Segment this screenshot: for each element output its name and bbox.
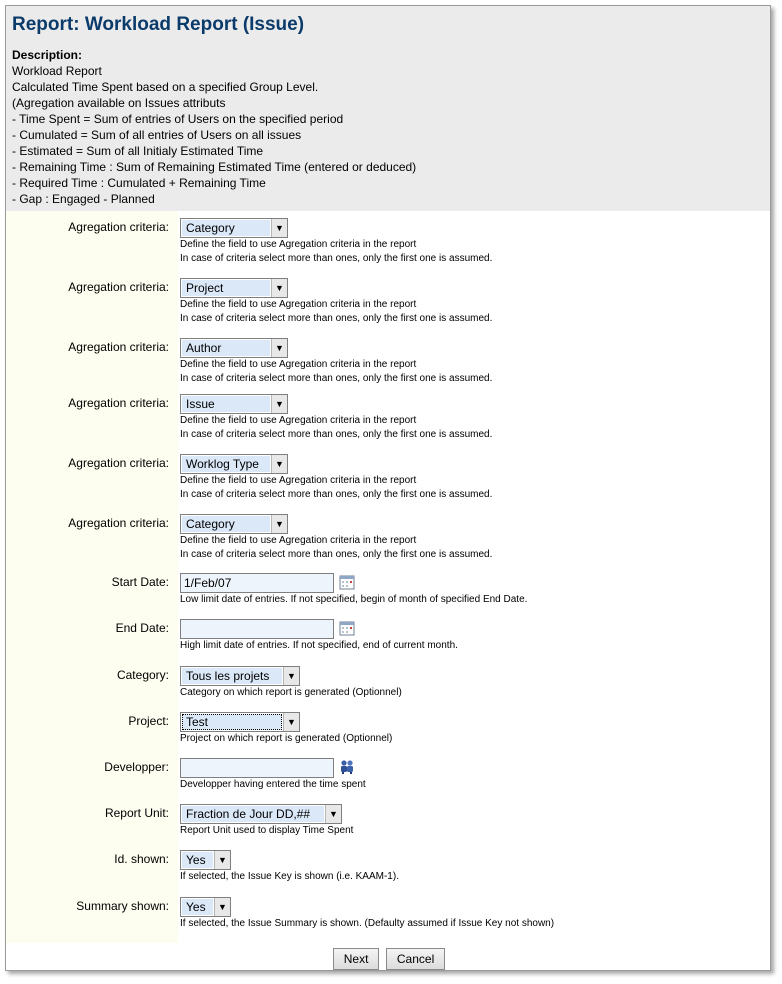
chevron-down-icon[interactable]: ▼	[271, 219, 287, 237]
agregation-select-1[interactable]	[180, 218, 288, 238]
chevron-down-icon[interactable]: ▼	[271, 279, 287, 297]
agregation-label: Agregation criteria:	[68, 280, 169, 294]
description-line: - Time Spent = Sum of entries of Users on the specified period	[12, 112, 344, 126]
start-date-input[interactable]: 1/Feb/07	[180, 573, 334, 593]
start-date-help: Low limit date of entries. If not specified, begin of month of specified End Date.	[180, 594, 528, 605]
description-line: - Estimated = Sum of all Initialy Estimated Time	[12, 144, 264, 158]
agregation-select-value: Project	[182, 280, 270, 296]
summary-shown-help: If selected, the Issue Summary is shown. (Defaulty assumed if Issue Key not shown)	[180, 918, 555, 929]
description-line: - Cumulated = Sum of all entries of Users on all issues	[12, 128, 302, 142]
cancel-button[interactable]: Cancel	[386, 948, 445, 970]
agregation-select-3[interactable]	[180, 338, 288, 358]
project-help: Project on which report is generated (Optionnel)	[180, 733, 393, 744]
description-label: Description:	[12, 48, 83, 62]
summary-shown-select[interactable]	[180, 897, 231, 917]
agregation-help: In case of criteria select more than ones, only the first one is assumed.	[180, 253, 493, 264]
agregation-label: Agregation criteria:	[68, 456, 169, 470]
start-date-field	[180, 573, 527, 607]
project-field	[180, 712, 392, 746]
end-date-label: End Date:	[115, 621, 169, 635]
chevron-down-icon[interactable]: ▼	[214, 898, 230, 916]
agregation-label: Agregation criteria:	[68, 516, 169, 530]
chevron-down-icon[interactable]: ▼	[271, 515, 287, 533]
agregation-help: In case of criteria select more than ones, only the first one is assumed.	[180, 373, 493, 384]
chevron-down-icon[interactable]: ▼	[325, 805, 341, 823]
developper-label: Developper:	[104, 760, 169, 774]
category-select[interactable]	[180, 666, 300, 686]
report-unit-help: Report Unit used to display Time Spent	[180, 825, 354, 836]
agregation-field	[180, 394, 492, 442]
agregation-label: Agregation criteria:	[68, 220, 169, 234]
page-title: Report: Workload Report (Issue)	[12, 14, 305, 35]
description-line: Workload Report	[12, 64, 102, 78]
developper-field	[180, 758, 366, 792]
developper-input[interactable]	[180, 758, 334, 778]
developper-help: Developper having entered the time spent	[180, 779, 366, 790]
summary-shown-field	[180, 897, 554, 931]
agregation-field	[180, 454, 492, 502]
report-unit-select-value: Fraction de Jour DD,##	[182, 806, 324, 822]
summary-shown-select-value: Yes	[182, 899, 213, 915]
agregation-help: Define the field to use Agregation criteria in the report	[180, 359, 417, 370]
description-line: - Gap : Engaged - Planned	[12, 192, 155, 206]
id-shown-select-value: Yes	[182, 852, 213, 868]
start-date-label: Start Date:	[111, 575, 169, 589]
agregation-select-value: Category	[182, 516, 270, 532]
user-picker-icon[interactable]	[339, 759, 355, 775]
agregation-help: Define the field to use Agregation criteria in the report	[180, 475, 417, 486]
chevron-down-icon[interactable]: ▼	[271, 395, 287, 413]
id-shown-help: If selected, the Issue Key is shown (i.e. KAAM-1).	[180, 871, 399, 882]
agregation-label: Agregation criteria:	[68, 396, 169, 410]
category-field	[180, 666, 402, 700]
summary-shown-label: Summary shown:	[76, 899, 169, 913]
report-unit-label: Report Unit:	[104, 806, 169, 820]
project-select-value: Test	[182, 714, 282, 730]
agregation-field	[180, 514, 492, 562]
id-shown-select[interactable]	[180, 850, 231, 870]
agregation-select-6[interactable]	[180, 514, 288, 534]
agregation-field	[180, 278, 492, 326]
report-header	[6, 6, 770, 211]
category-select-value: Tous les projets	[182, 668, 282, 684]
report-unit-select[interactable]	[180, 804, 342, 824]
id-shown-label: Id. shown:	[114, 852, 169, 866]
calendar-icon[interactable]	[339, 574, 355, 590]
agregation-help: Define the field to use Agregation criteria in the report	[180, 239, 417, 250]
agregation-select-4[interactable]	[180, 394, 288, 414]
calendar-icon[interactable]	[339, 620, 355, 636]
report-unit-field	[180, 804, 353, 838]
category-help: Category on which report is generated (Optionnel)	[180, 687, 402, 698]
button-bar	[6, 948, 771, 970]
agregation-select-value: Category	[182, 220, 270, 236]
description-line: - Required Time : Cumulated + Remaining Time	[12, 176, 266, 190]
end-date-help: High limit date of entries. If not specified, end of current month.	[180, 640, 458, 651]
chevron-down-icon[interactable]: ▼	[271, 339, 287, 357]
agregation-select-value: Worklog Type	[182, 456, 270, 472]
id-shown-field	[180, 850, 399, 884]
agregation-help: Define the field to use Agregation criteria in the report	[180, 415, 417, 426]
chevron-down-icon[interactable]: ▼	[271, 455, 287, 473]
agregation-select-value: Author	[182, 340, 270, 356]
end-date-field	[180, 619, 458, 653]
description-line: - Remaining Time : Sum of Remaining Estimated Time (entered or deduced)	[12, 160, 417, 174]
agregation-help: In case of criteria select more than ones, only the first one is assumed.	[180, 429, 493, 440]
agregation-help: In case of criteria select more than ones, only the first one is assumed.	[180, 313, 493, 324]
agregation-field	[180, 338, 492, 386]
end-date-input[interactable]	[180, 619, 334, 639]
description-line: Calculated Time Spent based on a specified Group Level.	[12, 80, 319, 94]
agregation-label: Agregation criteria:	[68, 340, 169, 354]
report-dialog	[5, 5, 771, 971]
agregation-field	[180, 218, 492, 266]
project-select[interactable]	[180, 712, 300, 732]
chevron-down-icon[interactable]: ▼	[283, 667, 299, 685]
next-button[interactable]: Next	[333, 948, 380, 970]
agregation-help: Define the field to use Agregation criteria in the report	[180, 535, 417, 546]
chevron-down-icon[interactable]: ▼	[283, 713, 299, 731]
agregation-help: In case of criteria select more than ones, only the first one is assumed.	[180, 489, 493, 500]
category-label: Category:	[116, 668, 169, 682]
project-label: Project:	[128, 714, 169, 728]
agregation-help: In case of criteria select more than ones, only the first one is assumed.	[180, 549, 493, 560]
agregation-select-2[interactable]	[180, 278, 288, 298]
chevron-down-icon[interactable]: ▼	[214, 851, 230, 869]
description-line: (Agregation available on Issues attributs	[12, 96, 226, 110]
agregation-help: Define the field to use Agregation criteria in the report	[180, 299, 417, 310]
agregation-select-value: Issue	[182, 396, 270, 412]
agregation-select-5[interactable]	[180, 454, 288, 474]
